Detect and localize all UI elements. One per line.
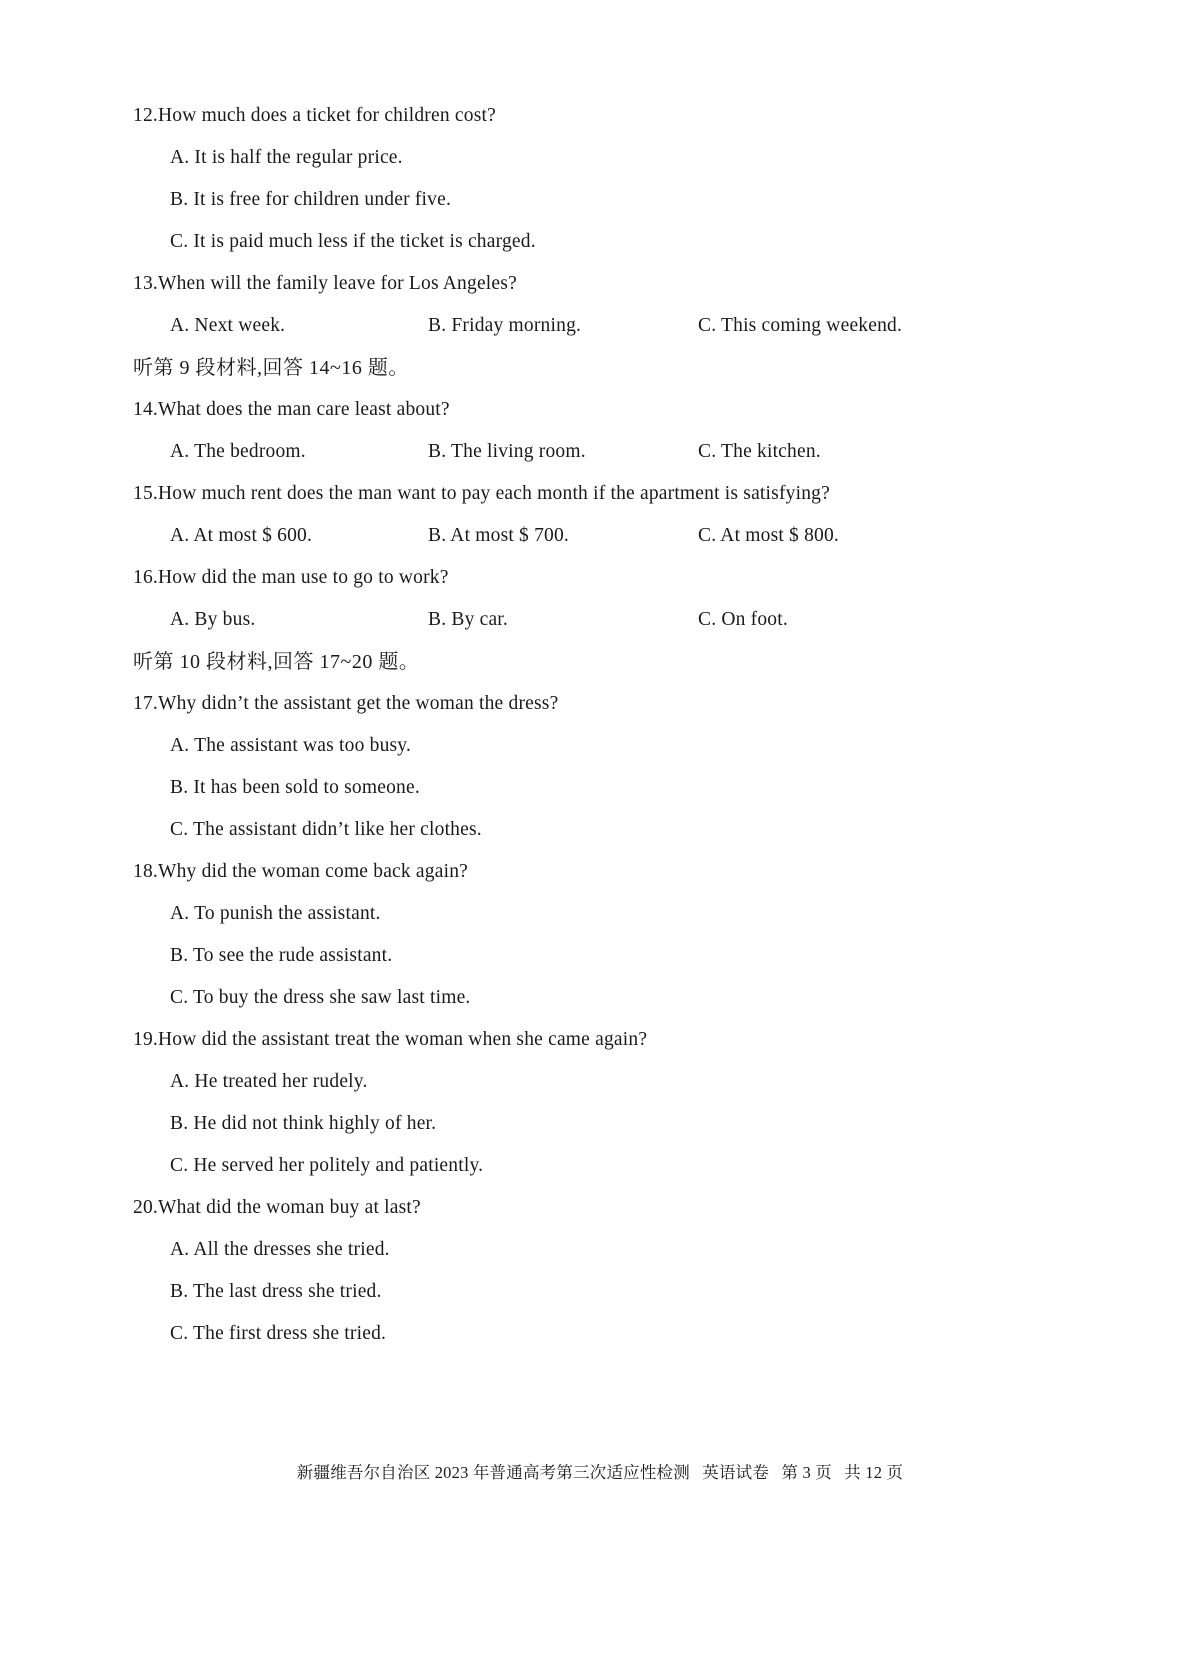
option-18a: A. To punish the assistant. (170, 903, 381, 924)
section-heading-9: 听第 9 段材料,回答 14~16 题。 (133, 357, 409, 379)
question-13: 13.When will the family leave for Los Angeles? (133, 273, 517, 294)
option-20b: B. The last dress she tried. (170, 1281, 382, 1302)
question-text: Why didn’t the assistant get the woman the dress? (157, 693, 559, 714)
option-15b: B. At most $ 700. (428, 525, 570, 546)
footer-page-number: 第 3 页 (781, 1463, 832, 1482)
option-14b: B. The living room. (428, 441, 586, 462)
question-text: What does the man care least about? (157, 399, 450, 420)
option-16b: B. By car. (428, 609, 508, 630)
page-footer (0, 1459, 1200, 1483)
option-18b: B. To see the rude assistant. (170, 945, 393, 966)
question-text: Why did the woman come back again? (157, 861, 469, 882)
question-17: 17.Why didn’t the assistant get the woman the dress? (133, 693, 559, 714)
option-12a: A. It is half the regular price. (170, 147, 403, 168)
option-14c: C. The kitchen. (698, 441, 821, 462)
footer-subject: 英语试卷 (702, 1463, 770, 1482)
option-17c: C. The assistant didn’t like her clothes. (170, 819, 482, 840)
option-18c: C. To buy the dress she saw last time. (170, 987, 471, 1008)
option-17a: A. The assistant was too busy. (170, 735, 412, 756)
option-20c: C. The first dress she tried. (170, 1323, 387, 1344)
question-text: How much does a ticket for children cost? (157, 105, 496, 126)
option-12b: B. It is free for children under five. (170, 189, 452, 210)
option-20a: A. All the dresses she tried. (170, 1239, 390, 1260)
option-13c: C. This coming weekend. (698, 315, 903, 336)
option-12c: C. It is paid much less if the ticket is charged. (170, 231, 536, 252)
question-text: How did the man use to go to work? (157, 567, 449, 588)
option-14a: A. The bedroom. (170, 441, 306, 462)
question-text: How much rent does the man want to pay each month if the apartment is satisfying? (157, 483, 830, 504)
question-text: What did the woman buy at last? (157, 1197, 421, 1218)
question-15: 15.How much rent does the man want to pay each month if the apartment is satisfying? (133, 483, 830, 504)
question-12: 12.How much does a ticket for children cost? (133, 105, 496, 126)
option-15a: A. At most $ 600. (170, 525, 313, 546)
option-16a: A. By bus. (170, 609, 256, 630)
question-16: 16.How did the man use to go to work? (133, 567, 449, 588)
option-13b: B. Friday morning. (428, 315, 582, 336)
option-16c: C. On foot. (698, 609, 788, 630)
question-20: 20.What did the woman buy at last? (133, 1197, 421, 1218)
question-text: When will the family leave for Los Angeles? (157, 273, 517, 294)
question-14: 14.What does the man care least about? (133, 399, 450, 420)
option-19b: B. He did not think highly of her. (170, 1113, 437, 1134)
section-heading-10: 听第 10 段材料,回答 17~20 题。 (133, 651, 420, 673)
option-15c: C. At most $ 800. (698, 525, 840, 546)
option-19c: C. He served her politely and patiently. (170, 1155, 484, 1176)
option-13a: A. Next week. (170, 315, 286, 336)
option-17b: B. It has been sold to someone. (170, 777, 420, 798)
question-18: 18.Why did the woman come back again? (133, 861, 469, 882)
option-19a: A. He treated her rudely. (170, 1071, 368, 1092)
question-19: 19.How did the assistant treat the woman when she came again? (133, 1029, 648, 1050)
footer-exam-title: 新疆维吾尔自治区 2023 年普通高考第三次适应性检测 (296, 1463, 690, 1482)
footer-total-pages: 共 12 页 (844, 1463, 904, 1482)
question-text: How did the assistant treat the woman when she came again? (157, 1029, 648, 1050)
